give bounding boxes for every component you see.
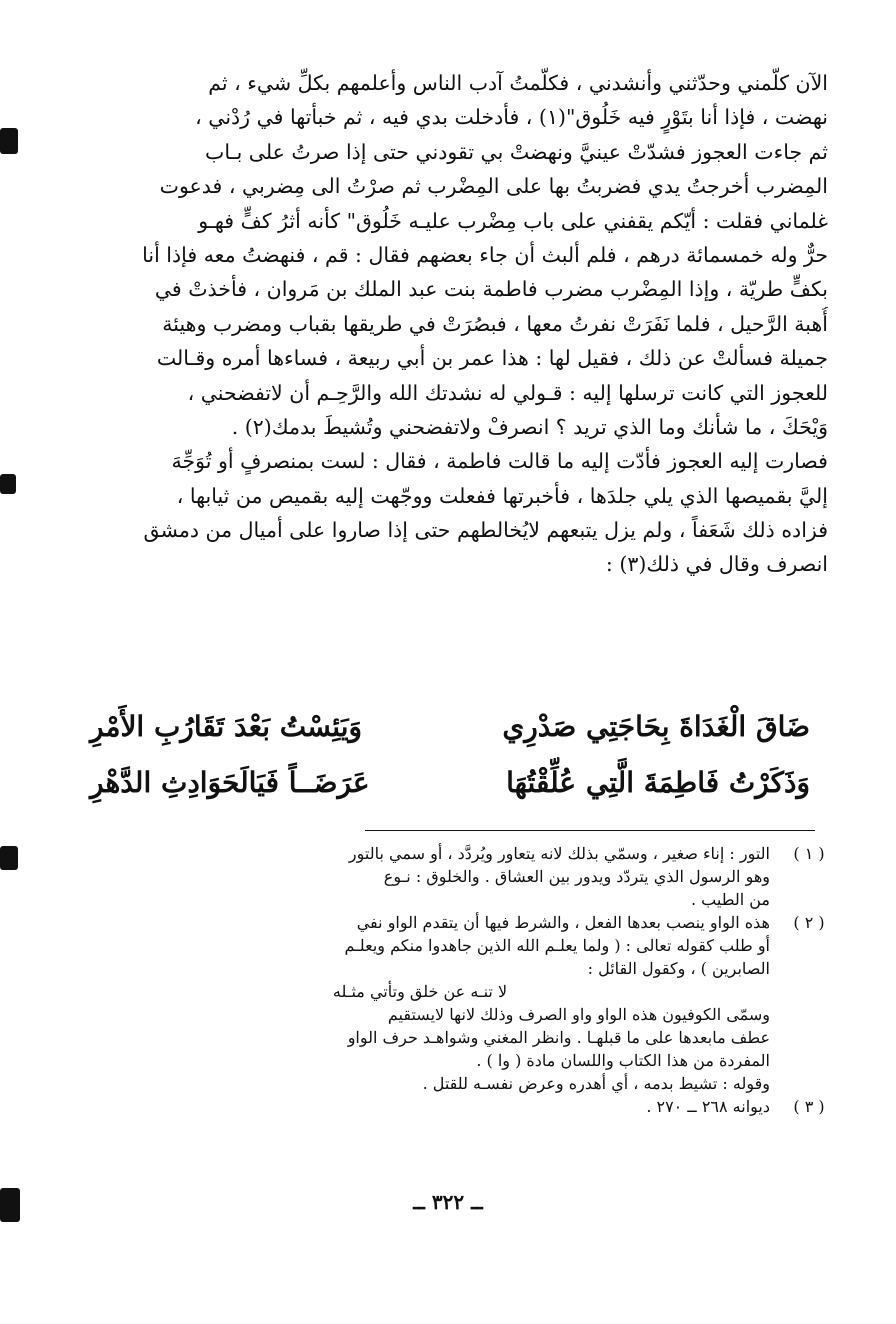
body-line: نهضت ، فإذا أنا بتَوْرٍ فيه خَلُوق"(١) ، فأدخلت بدي فيه ، ثم خبأتها في رُدْني ، <box>195 105 828 130</box>
footnote-line: وهو الرسول الذي يتردّد ويدور بين العشاق . والخلوق : نـوع <box>383 867 770 886</box>
footnote-line: عطف مابعدها على ما قبلهـا . وانظر المغني وشواهـد حرف الواو <box>347 1028 770 1047</box>
footnote-line: وقوله : تشيط بدمه ، أي أهدره وعرض نفسـه للقتل . <box>422 1074 770 1093</box>
body-line: ثم جاءت العجوز فشدّتْ عينيَّ ونهضتْ بي تقودني حتى إذا صرتُ على بـاب <box>205 139 828 164</box>
footnote-line: أو طلب كقوله تعالى : ( ولما يعلـم الله الذين جاهدوا منكم ويعلـم <box>344 936 770 955</box>
footnote-number: ( ٣ ) <box>793 1097 825 1116</box>
page-number: ــ ٣٢٢ ــ <box>413 1190 483 1214</box>
body-line: حرٌّ وله خمسمائة درهم ، فلم ألبث أن جاء بعضهم فقال : قم ، فنهضتُ معه فإذا أنا <box>142 242 828 267</box>
body-line: وَيْحَكَ ، ما شأنك وما الذي تريد ؟ انصرفْ ولاتفضحني وتُشيطَ بدمك(٢) . <box>231 414 828 439</box>
footnote-line: التور : إناء صغير ، وسمّي بذلك لانه يتعاور ويُردَّد ، أو سمي بالتور <box>348 844 770 863</box>
footnote-line: المفردة من هذا الكتاب واللسان مادة ( وا ) . <box>476 1051 770 1070</box>
body-line: إليَّ بقميصها الذي يلي جلدَها ، فأخبرتها ففعلت ووجّهت إليه بقميص من ثيابها ، <box>176 483 828 508</box>
poem-verse <box>90 754 810 810</box>
poem-verse <box>90 698 810 754</box>
footnote-line: هذه الواو ينصب بعدها الفعل ، والشرط فيها أن يتقدم الواو نفي <box>356 913 770 932</box>
poem <box>90 698 810 810</box>
body-line: جميلة فسألتْ عن ذلك ، فقيل لها : هذا عمر بن أبي ربيعة ، فساءها أمره وقـالت <box>156 346 828 371</box>
footnote-line: ديوانه ٢٦٨ ــ ٢٧٠ . <box>646 1097 770 1116</box>
poem-first-hemistich: ضَاقَ الْغَدَاةَ بِحَاجَتِي صَدْرِي <box>502 709 810 743</box>
scan-mark <box>0 846 18 870</box>
footnote <box>70 1095 825 1118</box>
footnote-line: الصابرين ) ، وكقول القائل : <box>587 959 770 978</box>
poem-first-hemistich: وَذَكَرْتُ فَاطِمَةَ الَّتِي عُلِّقْتُهَا <box>506 765 810 799</box>
footnote-number: ( ١ ) <box>793 844 825 863</box>
footnote <box>70 911 825 1095</box>
footnote-line: وسمّى الكوفيون هذه الواو واو الصرف وذلك لانها لايستقيم <box>387 1005 770 1024</box>
body-line: فزاده ذلك شَعَفاً ، ولم يزل يتبعهم لايُخالطهم حتى إذا صاروا على أميال من دمشق <box>143 518 828 543</box>
poem-second-hemistich: عَرَضَــاً فَيَالَحَوَادِثِ الدَّهْرِ <box>90 765 370 799</box>
body-line: فصارت إليه العجوز فأدّت إليه ما قالت فاطمة ، فقال : لست بمنصرفٍ أو تُوَجِّهَ <box>171 449 828 474</box>
body-line: غلماني فقلت : أيّكم يقفني على باب مِضْرب عليـه خَلُوق" كأنه أثرُ كفٍّ فهـو <box>198 208 828 233</box>
footnote <box>70 842 825 911</box>
scan-mark <box>0 474 16 494</box>
footnote-line: من الطيب . <box>691 890 770 909</box>
footnote-number: ( ٢ ) <box>793 913 825 932</box>
body-line: الآن كلّمني وحدّثني وأنشدني ، فكلّمتُ آدب الناس وأعلمهم بكلِّ شيء ، ثم <box>208 71 828 95</box>
footnote-separator <box>365 830 815 831</box>
footnote-verse: لا تنـه عن خلق وتأتي مثـله <box>332 982 508 1001</box>
scan-mark <box>0 128 18 154</box>
body-line: المِضرب أخرجتُ يدي فضربتُ بها على المِضْرب ثم صرْتُ الى مِضربي ، فدعوت <box>159 174 828 199</box>
body-text <box>70 66 828 582</box>
footnotes <box>70 842 825 1118</box>
body-line: بكفٍّ طريّة ، وإذا المِضْرب مضرب فاطمة بنت عبد الملك بن مَروان ، فأخذتْ في <box>154 277 828 302</box>
body-line: أُهبة الرَّحيل ، فلما نَفَرَتْ نفرتُ معها ، فبصُرَتْ في طريقها بقباب ومضرب وهيئة <box>162 311 828 336</box>
poem-second-hemistich: وَيَئِسْتُ بَعْدَ تَقَارُبِ الأَمْرِ <box>90 709 363 743</box>
body-line: للعجوز التي كانت ترسلها إليه : قـولي له نشدتك الله والرَّحِـم أن لاتفضحني ، <box>187 380 828 405</box>
body-line: انصرف وقال في ذلك(٣) : <box>605 552 828 577</box>
